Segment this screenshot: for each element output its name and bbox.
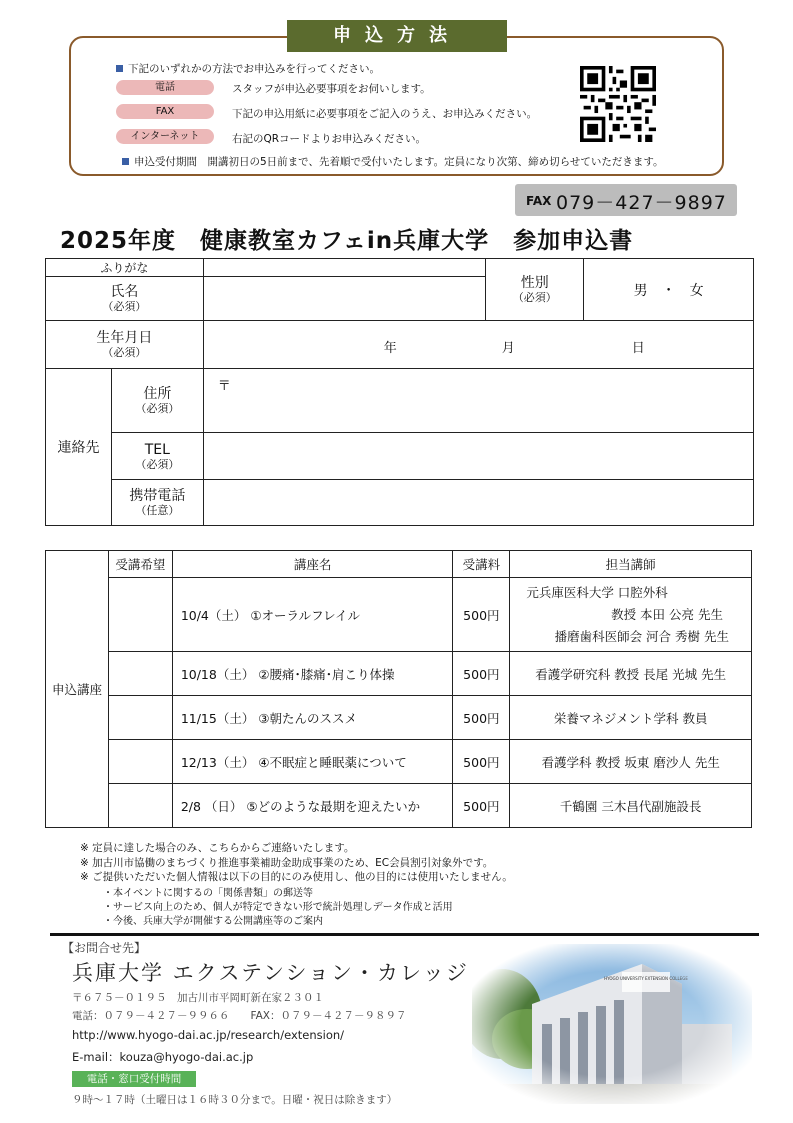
note-privacy: ※ ご提供いただいた個人情報は以下の目的にのみ使用し、他の目的には使用いたしません。 [80,871,513,883]
contact-hours: ９時～１７時（土曜日は１６時３０分まで。日曜・祝日は除きます） [72,1094,398,1106]
personal-info-table [45,258,754,526]
building-photo [472,944,752,1104]
method-desc-internet: 右記のQRコードよりお申込みください。 [232,133,427,145]
name-label-cell: 氏名 （必須） [46,277,204,321]
birth-label-cell: 生年月日 （必須） [46,321,204,369]
postal-mark: 〒 [217,379,231,394]
course-fee: 500円 [453,740,510,784]
contact-url[interactable]: http://www.hyogo-dai.ac.jp/research/extension/ [72,1028,345,1042]
application-period: 申込受付期間 開講初日の5日前まで、先着順で受付いたします。定員になり次第、締め切らせていただきます。 [122,154,663,169]
furigana-field[interactable] [203,259,486,277]
course-name: 11/15（土） ③朝たんのススメ [172,696,453,740]
note-item: ・今後、兵庫大学が開催する公開講座等のご案内 [103,916,323,927]
course-instructor: 看護学科 教授 坂東 磨沙人 先生 [510,740,752,784]
month-label: 月 [501,341,515,356]
course-fee: 500円 [453,784,510,828]
hours-badge: 電話・窓口受付時間 [72,1071,196,1087]
course-fee: 500円 [453,578,510,652]
college-name: 兵庫大学 エクステンション・カレッジ [72,961,469,985]
gender-options[interactable]: 男 ・ 女 [584,259,754,321]
qr-code-icon[interactable] [580,66,656,142]
course-name: 10/18（土） ②腰痛･膝痛･肩こり体操 [172,652,453,696]
name-field[interactable] [203,277,486,321]
note-discount: ※ 加古川市協働のまちづくり推進事業補助金助成事業のため、EC会員割引対象外です。 [80,857,494,869]
method-title: 申込方法 [287,20,507,52]
table-row [46,652,752,696]
address-field[interactable] [203,369,753,433]
table-row [46,578,752,652]
fax-label: FAX [526,194,552,208]
contact-phone-fax: 電話：０７９－４２７－９９６６ FAX：０７９－４２７－９８９７ [72,1010,407,1022]
header-instructor: 担当講師 [510,551,752,578]
birth-field[interactable] [203,321,753,369]
note-contact: ※ 定員に達した場合のみ、こちらからご連絡いたします。 [80,842,355,854]
course-instructor: 看護学研究科 教授 長尾 光城 先生 [510,652,752,696]
desired-checkbox[interactable] [108,652,172,696]
table-row [46,696,752,740]
form-title: 2025年度 健康教室カフェin兵庫大学 参加申込書 [60,228,634,254]
year-label: 年 [383,341,397,356]
course-instructor: 千鶴園 三木昌代副施設長 [510,784,752,828]
desired-checkbox[interactable] [108,784,172,828]
note-item: ・本イベントに関するの「関係書類」の郵送等 [103,888,313,899]
courses-table [45,550,752,828]
contact-label: 連絡先 [46,369,112,526]
course-name: 10/4（土） ①オーラルフレイル [172,578,453,652]
course-name: 2/8 （日） ⑤どのような最期を迎えたいか [172,784,453,828]
tel-label-cell: TEL （必須） [111,433,203,480]
desired-checkbox[interactable] [108,740,172,784]
table-row [46,784,752,828]
address-label-cell: 住所 （必須） [111,369,203,433]
tel-field[interactable] [203,433,753,480]
divider [50,933,759,936]
gender-label-cell: 性別 （必須） [486,259,584,321]
header-desired: 受講希望 [108,551,172,578]
method-label-internet: インターネット [116,129,214,144]
square-bullet-icon [122,158,129,165]
contact-address: 〒６７５－０１９５ 加古川市平岡町新在家２３０１ [72,992,324,1004]
mobile-field[interactable] [203,480,753,526]
course-fee: 500円 [453,652,510,696]
note-item: ・サービス向上のため、個人が特定できない形で統計処理しデータ作成と活用 [103,902,453,913]
contact-heading: 【お問合せ先】 [62,941,147,955]
header-course-name: 講座名 [172,551,453,578]
courses-section-label: 申込講座 [46,551,109,828]
course-instructor: 栄養マネジメント学科 教員 [510,696,752,740]
course-fee: 500円 [453,696,510,740]
method-intro: 下記のいずれかの方法でお申込みを行ってください。 [116,61,380,76]
mobile-label-cell: 携帯電話 （任意） [111,480,203,526]
contact-email[interactable]: E-mail：kouza@hyogo-dai.ac.jp [72,1050,254,1064]
course-name: 12/13（土） ④不眠症と睡眠薬について [172,740,453,784]
day-label: 日 [631,341,645,356]
course-instructor: 元兵庫医科大学 口腔外科 教授 本田 公亮 先生 播磨歯科医師会 河合 秀樹 先生 [510,578,752,652]
desired-checkbox[interactable] [108,578,172,652]
header-fee: 受講料 [453,551,510,578]
square-bullet-icon [116,65,123,72]
furigana-label: ふりがな [46,259,204,277]
method-label-fax: FAX [116,104,214,119]
table-row [46,740,752,784]
desired-checkbox[interactable] [108,696,172,740]
method-desc-phone: スタッフが申込必要事項をお伺いします。 [232,83,431,95]
method-desc-fax: 下記の申込用紙に必要事項をご記入のうえ、お申込みください。 [232,108,538,120]
fax-number: 079－427－9897 [556,192,727,214]
method-label-phone: 電話 [116,80,214,95]
